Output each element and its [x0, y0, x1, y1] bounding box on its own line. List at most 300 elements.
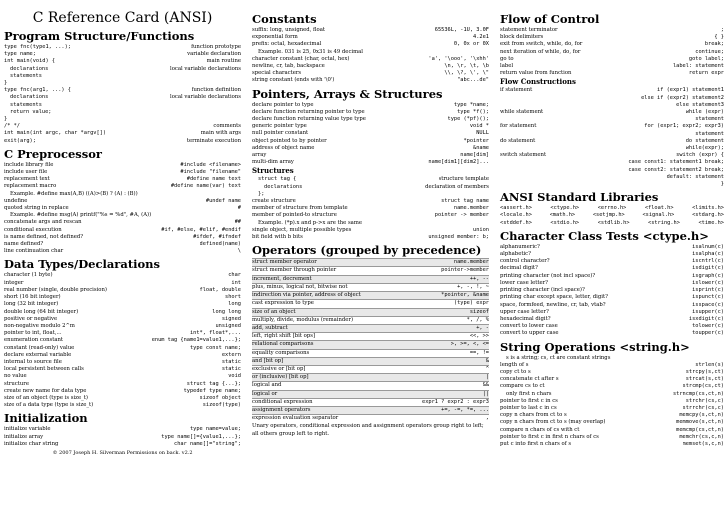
row-description: logical or [252, 390, 278, 397]
row-description: alphabetic? [500, 251, 531, 258]
table-row [252, 357, 489, 365]
table-row [500, 145, 724, 152]
table-row [252, 373, 489, 381]
row-description: struct tag { [258, 176, 297, 183]
table-row [252, 184, 489, 191]
table-row [252, 332, 489, 340]
ctype-table [500, 244, 724, 338]
table-row [252, 205, 489, 212]
row-syntax: default: statement [666, 173, 724, 180]
footer-copyright: © 2007 Joseph H. Silverman Permissions on back. v2.2 [52, 449, 193, 456]
row-description: no value [4, 373, 27, 380]
row-description: decimal digit? [500, 265, 538, 272]
row-description: pointer to last c in cs [500, 404, 557, 411]
row-syntax: (type) expr [453, 300, 489, 307]
table-row [252, 275, 489, 283]
table-row [500, 405, 724, 412]
table-row [252, 316, 489, 324]
row-description: prefix: octal, hexadecimal [252, 41, 322, 48]
row-syntax: type name=value; [189, 426, 241, 433]
row-description: local persistent between calls [4, 366, 84, 373]
table-row [252, 41, 489, 48]
row-syntax: +, -, !, ~ [457, 283, 489, 290]
row-description: statement terminator [500, 27, 558, 33]
row-description: increment, decrement [252, 275, 312, 282]
row-description [500, 102, 676, 109]
row-syntax: type name[]={value1,...}; [161, 433, 241, 440]
row-description: line continuation char [4, 248, 64, 255]
row-syntax: struct tag {...}; [186, 380, 241, 387]
section-title-operators: Operators (grouped by precedence) [252, 243, 482, 258]
types-table [4, 272, 241, 409]
row-syntax: switch (expr) { [676, 152, 724, 159]
table-row [252, 159, 489, 166]
table-row [500, 63, 724, 70]
table-row [252, 102, 489, 109]
row-description: structure [4, 380, 29, 387]
row-description: if statement [500, 87, 533, 94]
row-syntax: signed [221, 315, 241, 322]
row-description: positive or negative [4, 315, 58, 322]
row-description: Example. #define msg(A) printf("%s = %d", #A, (A)) [10, 212, 152, 219]
row-syntax: \ [237, 248, 241, 255]
table-row [252, 398, 489, 406]
table-row [252, 365, 489, 373]
row-syntax: do statement [685, 137, 724, 144]
row-syntax: char name[]="string"; [174, 440, 241, 447]
table-row [500, 391, 724, 398]
table-row [252, 258, 489, 266]
operators-table [252, 258, 489, 422]
table-row [500, 427, 724, 434]
row-syntax: statement [695, 116, 724, 123]
table-row [500, 383, 724, 390]
table-row [252, 138, 489, 145]
table-row [4, 138, 241, 145]
row-description: cast expression to type [252, 300, 314, 307]
row-description: declarations [10, 94, 49, 101]
table-row [500, 412, 724, 419]
row-syntax: type const name; [189, 344, 241, 351]
row-description: } [4, 116, 8, 123]
row-syntax: label: statement [672, 63, 724, 70]
table-row [252, 283, 489, 291]
table-row [4, 58, 241, 65]
table-row [252, 56, 489, 63]
table-row [500, 212, 724, 219]
row-syntax: #include <filename> [180, 161, 241, 168]
row-syntax: comments [213, 123, 241, 130]
row-description: conditional execution [4, 226, 62, 233]
row-description: undefine [4, 197, 28, 204]
row-description: initialize variable [4, 426, 51, 433]
row-description [500, 167, 622, 174]
row-description: short (16 bit integer) [4, 294, 61, 301]
row-syntax: name.member [453, 205, 489, 212]
library-header: <errno.h> [597, 205, 627, 212]
row-description [500, 116, 689, 123]
table-row [500, 109, 724, 116]
row-description: real number (single, double precision) [4, 286, 107, 293]
row-description: integer [4, 279, 24, 286]
table-row [4, 87, 241, 94]
row-description: name defined? [4, 241, 44, 248]
row-syntax: *, /, % [466, 316, 489, 323]
library-header: <stdlib.h> [597, 219, 630, 226]
row-description: compare n chars of cs with ct [500, 426, 580, 433]
row-description: put c into first n chars of s [500, 440, 572, 447]
section-title-flow: Flow of Control [500, 12, 600, 26]
table-row [4, 212, 241, 219]
table-row [500, 258, 724, 265]
row-description: return value from function [500, 70, 572, 77]
row-description: declare pointer to type [252, 101, 314, 108]
constructions-table [500, 87, 724, 188]
row-syntax: break; [704, 41, 724, 48]
row-syntax: function prototype [191, 44, 241, 50]
table-row [500, 323, 724, 330]
row-description: and [bit op] [252, 357, 284, 364]
row-description [500, 131, 689, 138]
row-syntax: return expr [688, 70, 724, 77]
table-row [500, 181, 724, 188]
section-title-preprocessor: C Preprocessor [4, 146, 102, 161]
table-row [252, 381, 489, 389]
flow-table [500, 27, 724, 77]
table-row [252, 414, 489, 422]
table-row [4, 373, 241, 380]
row-syntax: | [485, 374, 489, 381]
section-title-program: Program Structure/Functions [4, 29, 195, 43]
row-description: copy ct to s [500, 368, 531, 375]
table-row [500, 362, 724, 369]
row-description: array [252, 152, 267, 159]
row-syntax: struct tag name [441, 198, 489, 205]
table-row [500, 265, 724, 272]
table-row [4, 219, 241, 226]
row-syntax: ; [720, 27, 724, 33]
table-row [500, 441, 724, 448]
row-syntax: local variable declarations [170, 65, 241, 72]
row-syntax: static [221, 366, 241, 373]
row-syntax: float, double [199, 286, 241, 293]
row-syntax: strlen(s) [695, 361, 724, 368]
table-row [4, 345, 241, 352]
row-description: int main(int argc, char *argv[]) [4, 130, 107, 137]
row-syntax: pointer->member [441, 267, 489, 274]
table-row [252, 70, 489, 77]
row-description: compare cs to ct [500, 383, 545, 390]
table-row [4, 316, 241, 323]
row-description: size of an object (type is size_t) [4, 394, 88, 401]
row-syntax: continue; [695, 48, 724, 55]
table-row [4, 234, 241, 241]
table-row [4, 248, 241, 255]
row-syntax: pointer -> member [434, 212, 489, 219]
row-syntax: name[dim] [460, 152, 489, 159]
row-description: copy n chars from ct to s [500, 412, 567, 419]
table-row [500, 41, 724, 48]
row-description: Example. 031 is 25, 0x31 is 49 decimal [258, 48, 363, 55]
table-row [500, 138, 724, 145]
row-syntax: || [482, 390, 489, 397]
row-syntax: for (expr1; expr2; expr3) [644, 123, 724, 130]
table-row [252, 340, 489, 348]
row-syntax: enum tag {name1=value1,...}; [151, 337, 241, 344]
row-description: size of an object [252, 308, 296, 315]
table-row [252, 130, 489, 137]
table-row [4, 323, 241, 330]
table-row [252, 212, 489, 219]
table-row [4, 109, 241, 116]
row-description: address of object name [252, 144, 315, 151]
table-row [252, 77, 489, 84]
table-row [252, 324, 489, 332]
table-row [500, 174, 724, 181]
table-row [500, 294, 724, 301]
row-syntax: "abc...de" [457, 77, 489, 84]
table-row [252, 220, 489, 227]
row-syntax: ispunct(c) [692, 294, 724, 301]
section-title-init: Initialization [4, 411, 88, 426]
table-row [4, 130, 241, 137]
table-row [500, 273, 724, 280]
table-row [4, 66, 241, 73]
constants-table [252, 27, 489, 85]
row-syntax: long [228, 301, 241, 308]
table-row [500, 309, 724, 316]
row-syntax: &name [473, 144, 489, 151]
table-row [252, 291, 489, 299]
row-syntax: , [485, 415, 489, 422]
table-row [500, 159, 724, 166]
row-syntax: structure template [438, 176, 489, 183]
row-syntax: void * [469, 123, 489, 130]
row-syntax: +=, -=, *=, ... [441, 406, 489, 413]
row-syntax: variable declaration [187, 51, 241, 58]
row-description: /* */ [4, 123, 20, 130]
row-description: non-negative modulo 2^m [4, 322, 75, 329]
row-description: do statement [500, 137, 536, 144]
row-description: create structure [252, 198, 296, 205]
row-syntax: sizeof object [199, 394, 241, 401]
table-row [4, 227, 241, 234]
table-row [252, 390, 489, 398]
row-description: while statement [500, 109, 544, 116]
row-description: internal to source file [4, 358, 62, 365]
table-row [500, 131, 724, 138]
row-description: bit field with b bits [252, 234, 303, 241]
row-description: lower case letter? [500, 279, 549, 286]
row-description: create new name for data type [4, 387, 87, 394]
preprocessor-table [4, 162, 241, 256]
row-syntax: name[dim1][dim2]... [428, 159, 489, 166]
table-row [4, 287, 241, 294]
library-header: <limits.h> [692, 205, 724, 212]
row-description: block delimiters [500, 34, 544, 41]
subsection-title-structures: Structures [252, 166, 294, 176]
row-description: statements [10, 72, 42, 79]
row-syntax: & [485, 357, 489, 364]
row-syntax: strrchr(cs,c) [682, 404, 724, 411]
row-description: double long (64 bit integer) [4, 308, 79, 315]
section-title-types: Data Types/Declarations [4, 257, 161, 272]
row-syntax: strchr(cs,c) [685, 397, 724, 404]
table-row [500, 376, 724, 383]
table-row [500, 220, 724, 227]
row-description: label [500, 63, 514, 70]
row-description [500, 159, 622, 166]
row-description: single object, multiple possible types [252, 226, 352, 233]
row-description: }; [258, 190, 265, 197]
pointers-table [252, 102, 489, 167]
row-syntax: static [221, 358, 241, 365]
table-row [252, 266, 489, 274]
row-syntax: memset(s,c,n) [682, 440, 724, 447]
row-syntax: typedef type name; [183, 387, 241, 394]
row-syntax: *pointer [463, 137, 489, 144]
row-description: indirection via pointer, address of object [252, 292, 361, 299]
row-syntax: local variable declarations [170, 94, 241, 101]
row-syntax: <<, >> [469, 333, 489, 340]
row-syntax: isprint(c) [692, 287, 724, 294]
table-row [252, 145, 489, 152]
row-description: or (inclusive) [bit op] [252, 374, 309, 381]
table-row [4, 426, 241, 433]
library-header: <ctype.h> [550, 205, 580, 212]
table-row [4, 198, 241, 205]
row-syntax: else statement3 [676, 101, 724, 108]
row-description: printing character (not incl space)? [500, 272, 596, 279]
table-row [4, 441, 241, 448]
table-row [500, 302, 724, 309]
section-title-libraries: ANSI Standard Libraries [500, 190, 659, 205]
row-description: declare external variable [4, 351, 72, 358]
table-row [4, 272, 241, 279]
row-syntax: memcmp(cs,ct,n) [676, 426, 724, 433]
table-row [4, 301, 241, 308]
row-description: } [4, 80, 8, 87]
row-syntax: unsigned member: b; [428, 234, 489, 241]
row-description: upper case letter? [500, 308, 549, 315]
row-description: control character? [500, 258, 550, 265]
table-row [4, 205, 241, 212]
row-syntax: #undef name [205, 197, 241, 204]
row-description: printing character (incl space)? [500, 287, 585, 294]
row-syntax: isspace(c) [692, 301, 724, 308]
row-description: character constant (char, octal, hex) [252, 55, 350, 62]
row-description: pointer to first c in cs [500, 397, 558, 404]
table-row [4, 309, 241, 316]
page-title: C Reference Card (ANSI) [32, 10, 213, 26]
row-description: logical and [252, 382, 282, 389]
row-description: quoted string in replace [4, 205, 69, 212]
table-row [4, 330, 241, 337]
table-row [500, 369, 724, 376]
row-description: declarations [264, 183, 303, 190]
table-row [252, 123, 489, 130]
row-description: convert to lower case [500, 323, 558, 330]
table-row [252, 198, 489, 205]
library-header: <setjmp.h> [592, 212, 625, 219]
row-syntax: ## [234, 219, 241, 226]
row-description: struct member through pointer [252, 267, 337, 274]
table-row [4, 388, 241, 395]
row-syntax: >, >=, <, <= [450, 341, 489, 348]
row-syntax: sizeof [469, 308, 489, 315]
row-syntax: islower(c) [692, 279, 724, 286]
table-row [500, 316, 724, 323]
row-syntax: iscntrl(c) [692, 258, 724, 265]
table-row [500, 56, 724, 63]
row-syntax: ^ [485, 365, 489, 372]
table-row [4, 352, 241, 359]
row-syntax: unsigned [215, 322, 241, 329]
row-description: enumeration constant [4, 337, 64, 344]
library-header: <float.h> [644, 205, 674, 212]
row-description: type name; [4, 51, 36, 58]
row-description: hexadecimal digit? [500, 315, 551, 322]
structures-table [252, 176, 489, 198]
row-syntax: name.member [453, 259, 489, 266]
structures-usage-table [252, 198, 489, 241]
row-description [500, 145, 686, 152]
row-syntax: int*, float*,... [189, 330, 241, 337]
library-header: <locale.h> [500, 212, 532, 219]
row-description: suffix: long, unsigned, float [252, 27, 326, 33]
table-row [500, 167, 724, 174]
table-row [4, 359, 241, 366]
table-row [252, 49, 489, 56]
row-description: size of a data type (type is size_t) [4, 402, 94, 409]
row-description [500, 181, 721, 188]
table-row [4, 280, 241, 287]
row-description: conditional expression [252, 398, 313, 405]
row-syntax: #define name(var) text [170, 183, 241, 190]
row-syntax: isalpha(c) [692, 251, 724, 258]
table-row [500, 123, 724, 130]
row-description: exponential form [252, 34, 298, 41]
row-syntax: char [228, 272, 241, 279]
row-description: newline, cr, tab, backspace [252, 63, 325, 70]
table-row [4, 294, 241, 301]
table-row [500, 49, 724, 56]
row-syntax: memcpy(s,ct,n) [679, 412, 724, 419]
table-row [4, 183, 241, 190]
table-row [500, 280, 724, 287]
row-description: switch statement [500, 152, 547, 159]
row-syntax: defined(name) [199, 241, 241, 248]
row-syntax: \\, \?, \', \" [444, 70, 489, 77]
row-syntax: if (expr1) statement1 [657, 87, 724, 94]
library-header: <string.h> [648, 219, 680, 226]
table-row [252, 406, 489, 414]
row-syntax: isgraph(c) [692, 272, 724, 279]
row-syntax: sizeof(type) [202, 402, 241, 409]
row-description: initialize array [4, 433, 44, 440]
section-title-string: String Operations <string.h> [500, 339, 690, 354]
table-row [4, 241, 241, 248]
library-header: <time.h> [698, 219, 724, 226]
table-row [500, 251, 724, 258]
table-row [252, 63, 489, 70]
row-syntax: #include "filename" [180, 169, 241, 176]
row-syntax: int [231, 279, 241, 286]
row-syntax: terminate execution [186, 137, 241, 144]
table-row [4, 73, 241, 80]
table-row [252, 308, 489, 316]
row-description: multi-dim array [252, 159, 294, 166]
